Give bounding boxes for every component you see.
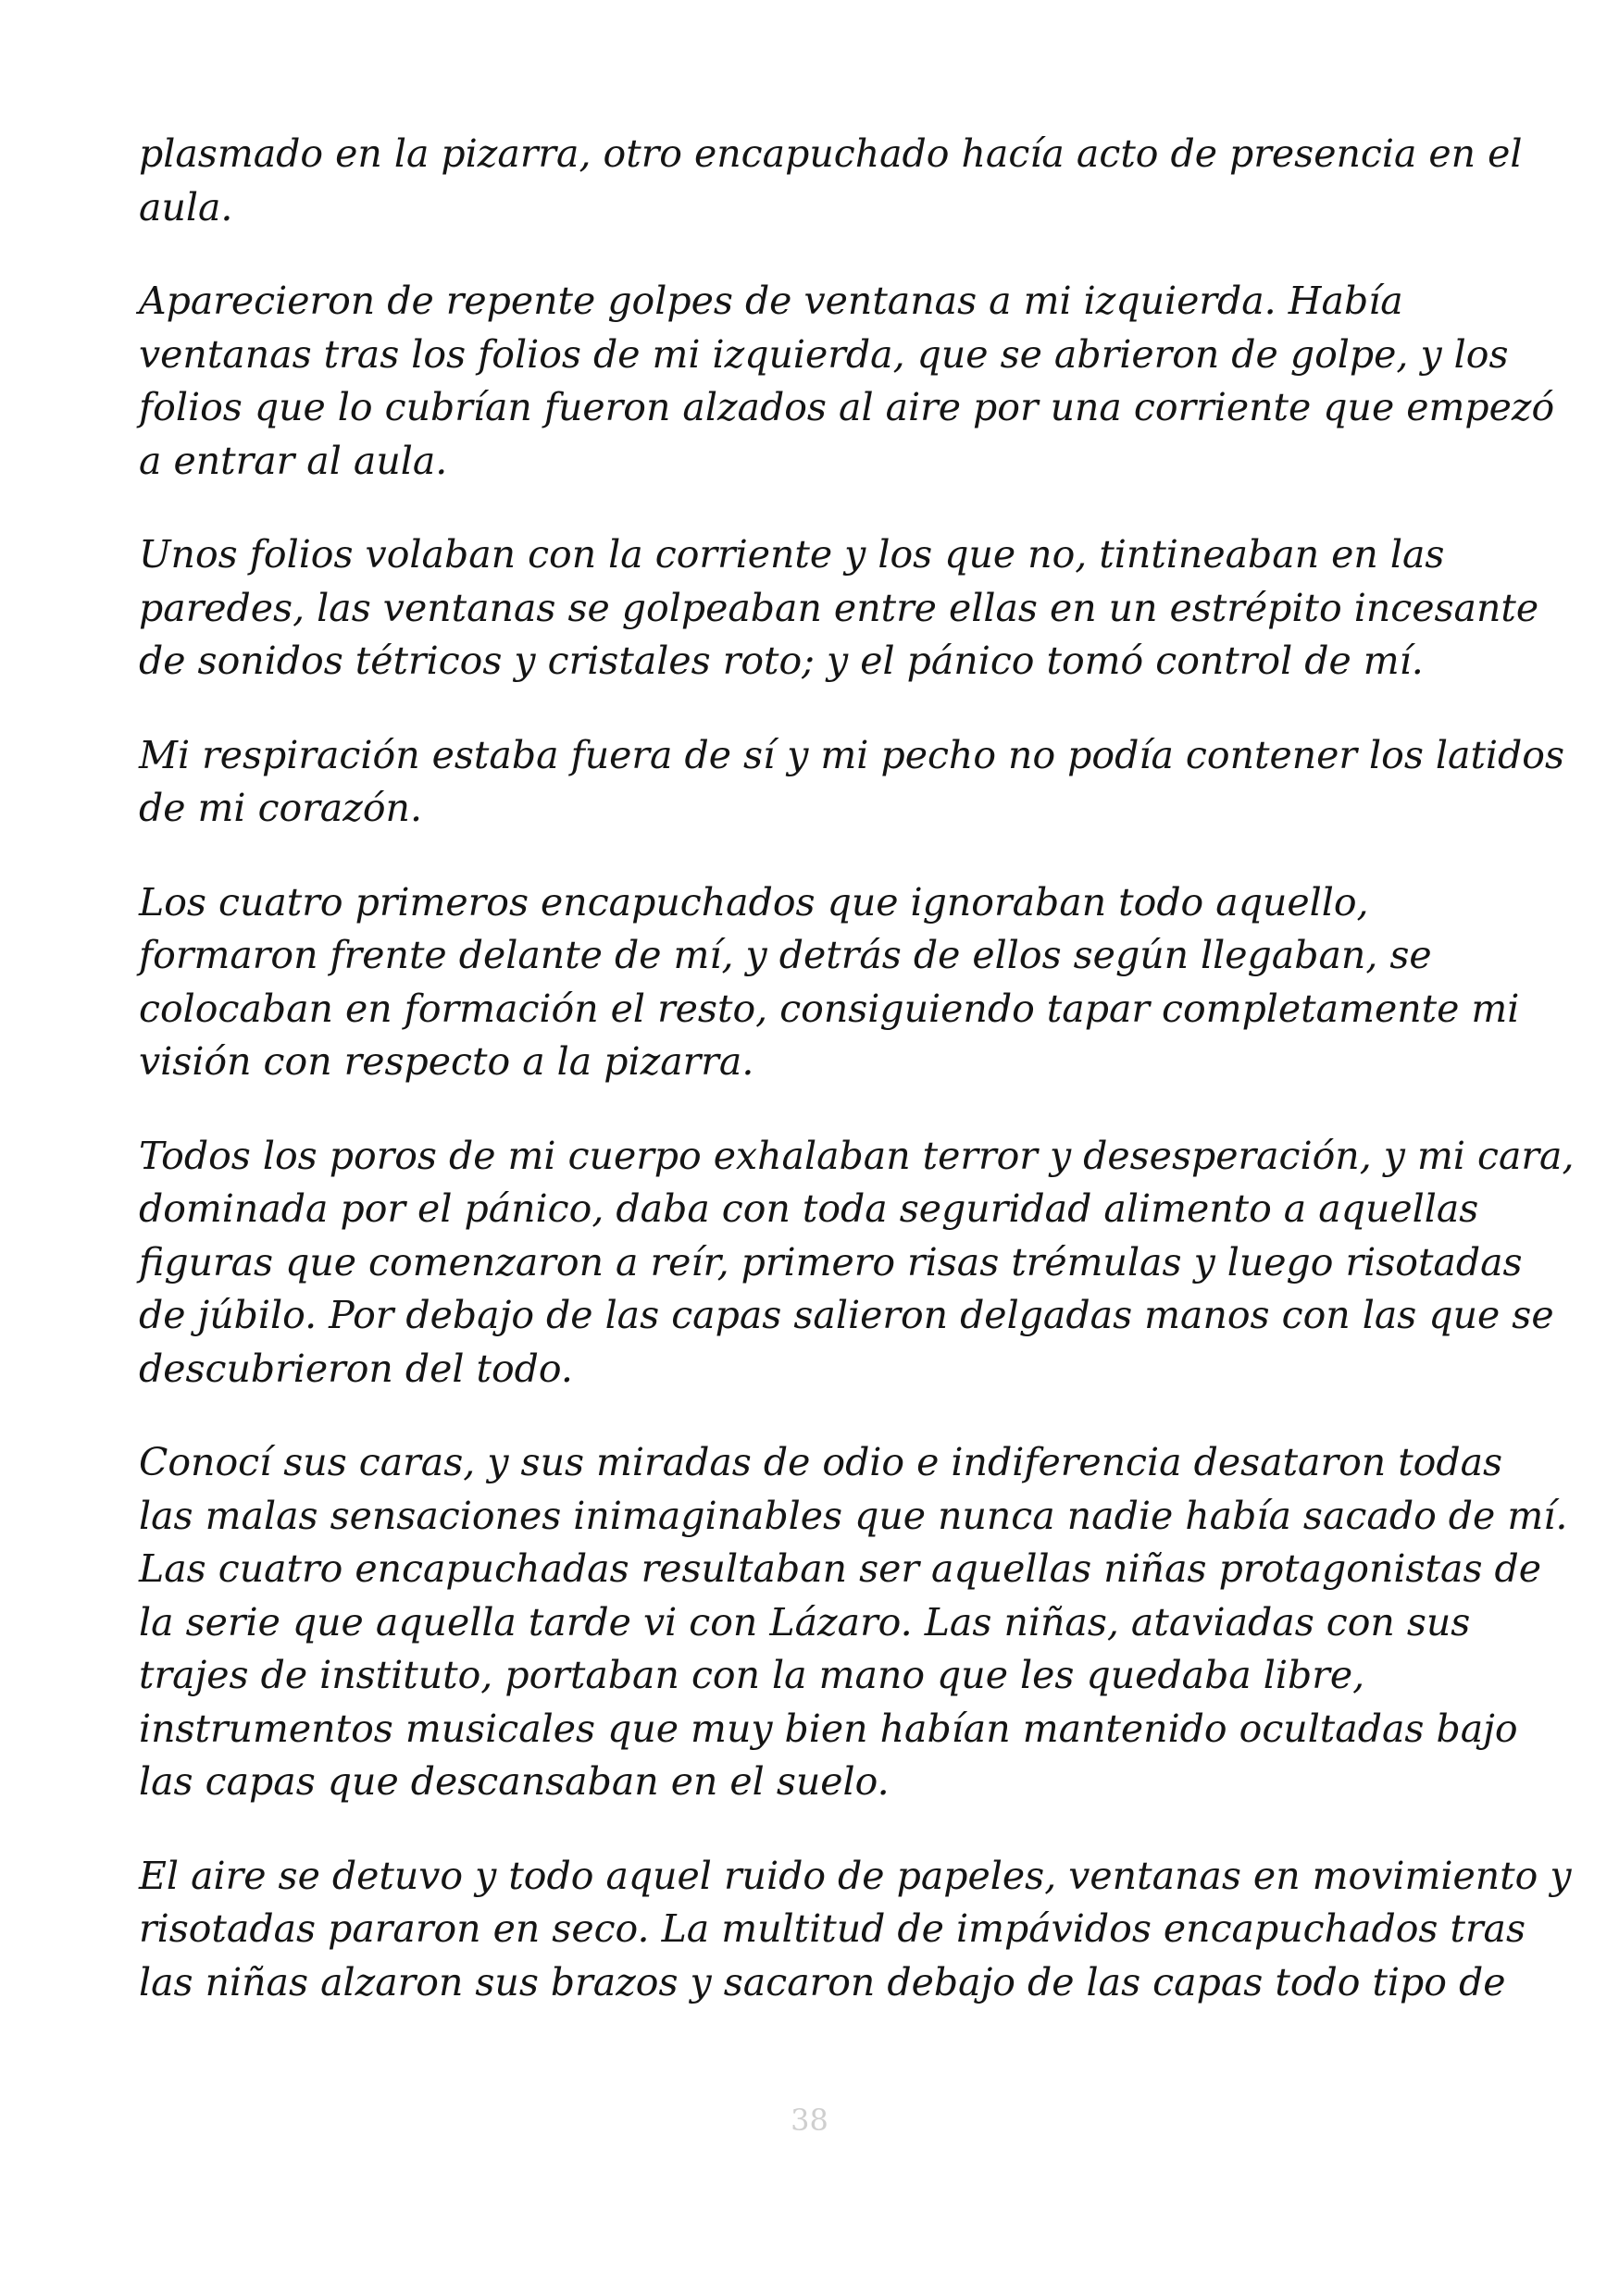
paragraph (139, 1436, 1568, 1809)
text-line: paredes, las ventanas se golpeaban entre ellas en un estrépito incesante (139, 585, 1539, 630)
text-line: instrumentos musicales que muy bien habían mantenido ocultadas bajo (139, 1706, 1518, 1751)
text-line: visión con respecto a la pizarra. (139, 1039, 754, 1084)
text-line: Aparecieron de repente golpes de ventanas a mi izquierda. Había (139, 279, 1403, 323)
text-line: las malas sensaciones inimaginables que nunca nadie había sacado de mí. (139, 1493, 1568, 1538)
text-line: El aire se detuvo y todo aquel ruido de papeles, ventanas en movimiento y (139, 1853, 1572, 1898)
paragraph (139, 128, 1523, 234)
text-line: colocaban en formación el resto, consiguiendo tapar completamente mi (139, 986, 1520, 1031)
text-line: descubrieron del todo. (139, 1346, 573, 1391)
paragraph (139, 1850, 1572, 2010)
text-line: trajes de instituto, portaban con la mano que les quedaba libre, (139, 1653, 1365, 1697)
text-line: Conocí sus caras, y sus miradas de odio e indiferencia desataron todas (139, 1440, 1503, 1484)
text-line: aula. (139, 184, 233, 230)
text-line: Mi respiración estaba fuera de sí y mi pecho no podía contener los latidos (139, 732, 1565, 777)
text-line: plasmado en la pizarra, otro encapuchado hacía acto de presencia en el (139, 131, 1523, 176)
paragraph (139, 1130, 1575, 1396)
text-line: ventanas tras los folios de mi izquierda, que se abrieron de golpe, y los (139, 331, 1509, 377)
paragraph (139, 876, 1520, 1089)
text-line: Unos folios volaban con la corriente y los que no, tintineaban en las (139, 532, 1445, 577)
text-line: a entrar al aula. (139, 438, 448, 483)
text-line: dominada por el pánico, daba con toda seguridad alimento a aquellas (139, 1186, 1479, 1231)
paragraph (139, 729, 1565, 836)
paragraph (139, 275, 1555, 488)
paragraph (139, 528, 1539, 689)
page-number: 38 (791, 2103, 828, 2138)
text-line: la serie que aquella tarde vi con Lázaro. Las niñas, ataviadas con sus (139, 1599, 1471, 1644)
text-line: las capas que descansaban en el suelo. (139, 1759, 890, 1804)
text-line: formaron frente delante de mí, y detrás de ellos según llegaban, se (139, 933, 1432, 977)
text-line: las niñas alzaron sus brazos y sacaron debajo de las capas todo tipo de (139, 1959, 1506, 2004)
text-line: Todos los poros de mi cuerpo exhalaban terror y desesperación, y mi cara, (139, 1133, 1575, 1178)
text-line: de mi corazón. (139, 786, 422, 830)
text-line: Los cuatro primeros encapuchados que ignoraban todo aquello, (139, 879, 1369, 925)
text-line: Las cuatro encapuchadas resultaban ser aquellas niñas protagonistas de (139, 1546, 1542, 1591)
text-line: de júbilo. Por debajo de las capas salieron delgadas manos con las que se (139, 1293, 1554, 1337)
text-line: de sonidos tétricos y cristales roto; y el pánico tomó control de mí. (139, 639, 1424, 683)
text-line: figuras que comenzaron a reír, primero risas trémulas y luego risotadas (139, 1239, 1523, 1285)
text-line: risotadas pararon en seco. La multitud de impávidos encapuchados tras (139, 1906, 1526, 1951)
body-text (139, 128, 1575, 2050)
text-line: folios que lo cubrían fueron alzados al aire por una corriente que empezó (139, 385, 1555, 429)
